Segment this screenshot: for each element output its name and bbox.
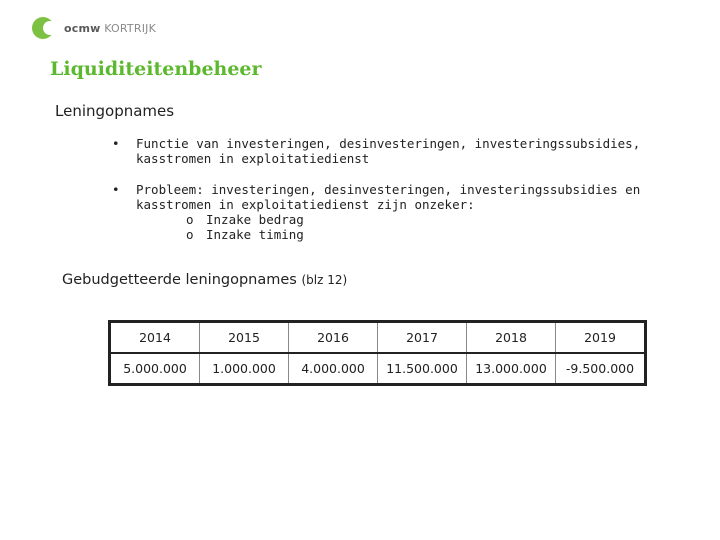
logo — [32, 15, 156, 41]
section-heading — [62, 272, 347, 288]
amount-cell: 13.000.000 — [467, 353, 556, 385]
year-cell: 2018 — [467, 322, 556, 354]
amount-cell: -9.500.000 — [556, 353, 646, 385]
budget-table — [108, 320, 647, 386]
bullet-item — [112, 182, 672, 242]
sub-bullet-text: Inzake bedrag — [206, 212, 304, 227]
sub-bullet-marker: o — [186, 212, 194, 227]
bullet-marker: • — [112, 136, 120, 151]
year-cell: 2019 — [556, 322, 646, 354]
year-cell: 2016 — [289, 322, 378, 354]
section-title: Gebudgetteerde leningopnames — [62, 272, 297, 288]
bullet-item — [112, 136, 672, 166]
section-note: (blz 12) — [301, 273, 348, 287]
table-row — [110, 353, 646, 385]
bullet-text: Probleem: investeringen, desinvesteringen, investeringssubsidies en kasstromen in exploitatiedienst zijn onzeker: — [136, 182, 641, 212]
table-header-row — [110, 322, 646, 354]
year-cell: 2014 — [110, 322, 200, 354]
sub-bullet-marker: o — [186, 227, 194, 242]
bullet-list — [112, 136, 672, 258]
logo-text — [64, 22, 156, 35]
logo-city: KORTRIJK — [104, 21, 156, 35]
year-cell: 2015 — [200, 322, 289, 354]
bullet-marker: • — [112, 182, 120, 197]
sub-bullet-item — [136, 212, 672, 227]
amount-cell: 5.000.000 — [110, 353, 200, 385]
amount-cell: 1.000.000 — [200, 353, 289, 385]
sub-bullet-text: Inzake timing — [206, 227, 304, 242]
page-title: Liquiditeitenbeheer — [50, 58, 262, 80]
logo-brand: ocmw — [64, 21, 101, 35]
subtitle: Leningopnames — [55, 102, 175, 120]
amount-cell: 11.500.000 — [378, 353, 467, 385]
year-cell: 2017 — [378, 322, 467, 354]
sub-bullet-item — [136, 227, 672, 242]
bullet-text: Functie van investeringen, desinvesteringen, investeringssubsidies, kasstromen in exploitatiedienst — [136, 136, 641, 166]
ocmw-logo-icon — [32, 17, 54, 39]
amount-cell: 4.000.000 — [289, 353, 378, 385]
